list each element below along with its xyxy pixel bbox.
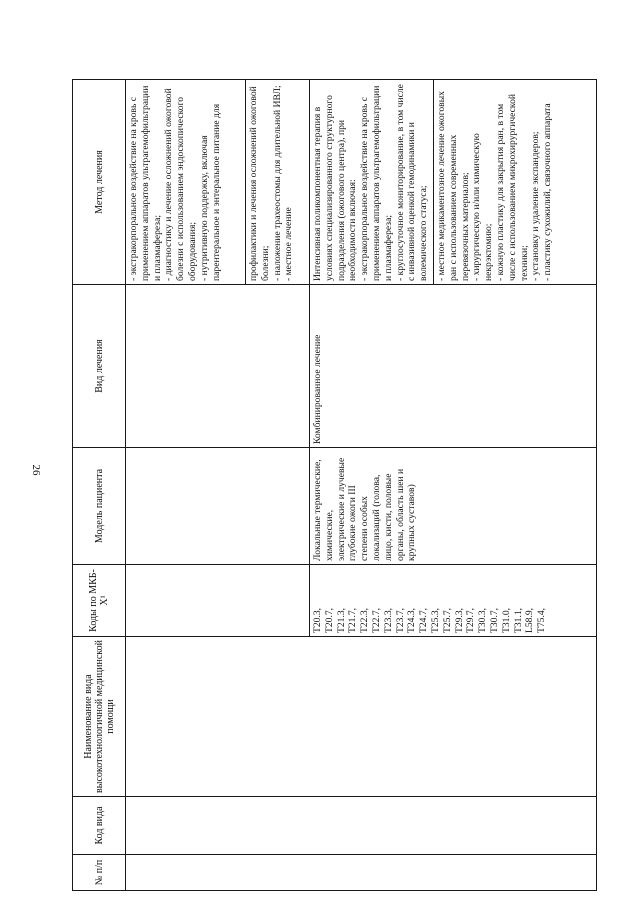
icd-code: T20.7, — [323, 607, 335, 633]
header-treatment-type: Вид лечения — [73, 285, 126, 448]
method-cell — [246, 80, 310, 285]
icd-code: T23.7, — [394, 607, 406, 633]
method-line: - местное лечение — [283, 207, 295, 281]
icd-code: T20.3, — [312, 607, 323, 633]
header-row — [73, 80, 126, 891]
icd-code: T24.7, — [418, 607, 430, 633]
icd-codes-cell — [126, 565, 310, 637]
method-line: профилактики и лечения осложнений ожоговой болезни; — [248, 86, 271, 281]
method-cell — [126, 80, 246, 285]
method-block — [310, 80, 434, 284]
icd-code: T25.7, — [441, 607, 453, 633]
method-line: - местное медикаментозное лечение ожоговых ран с использованием современных перевязочных материалов; — [435, 91, 471, 281]
method-line: - пластику сухожилий, связочного аппарата — [542, 103, 554, 281]
vmp-table — [72, 79, 597, 891]
treatment-type-cell — [310, 285, 597, 448]
icd-code: T21.3, — [335, 607, 347, 633]
patient-model-cell — [126, 448, 310, 565]
icd-codes-cell — [310, 565, 597, 637]
vmp-name-cell — [126, 637, 597, 797]
icd-code: T31.0, — [500, 607, 512, 633]
icd-code: T22.7, — [370, 607, 382, 633]
icd-code: T23.3, — [382, 607, 394, 633]
method-line: - хирургическую и/или химическую некрэктомию; — [471, 133, 495, 281]
header-vmp-name: Наименование вида высокотехнологичной медицинской помощи — [73, 637, 126, 797]
header-icd-codes: Коды по МКБ-X¹ — [73, 565, 126, 637]
method-line: - наложение трахеостомы для длительной ИВЛ; — [271, 85, 283, 281]
patient-model-text: Локальные термические, химические, электрические и лучевые глубокие ожоги III степени особых локализаций (голова, лицо, кисти, половые органы, область шеи и крупных суставов) — [312, 457, 418, 561]
treatment-type-cell — [126, 285, 310, 448]
method-line: - установку и удаление экспандеров; — [530, 131, 542, 281]
method-line: Интенсивная поликомпонентная терапия в условиях специализированного структурного подразделения (ожогового центра), при необходимости включая: — [312, 95, 359, 281]
icd-code: T29.7, — [465, 607, 477, 633]
header-patient-model: Модель пациента — [73, 448, 126, 565]
icd-code: T25.3, — [429, 607, 441, 633]
icd-code: T22.3, — [359, 607, 371, 633]
icd-code: T30.3, — [477, 607, 489, 633]
method-line: - экстракорпоральное воздействие на кровь с применением аппаратов ультрагемофильтрации и плазмафереза; — [359, 85, 394, 281]
type-code-cell — [126, 797, 597, 855]
page-number: 26 — [30, 464, 42, 476]
table-row — [126, 80, 246, 891]
header-type-code: Код вида — [73, 797, 126, 855]
rotated-table-wrapper — [72, 80, 597, 891]
treatment-type-text: Комбинированное лечение — [312, 334, 323, 444]
header-num: № п/п — [73, 855, 126, 891]
method-line: - экстракорпоральное воздействие на кровь с применением аппаратов ультрагемофильтрации и плазмафереза; — [128, 85, 163, 281]
method-cell — [310, 80, 597, 285]
icd-code: T31.1, — [512, 607, 524, 633]
header-treatment-method: Метод лечения — [73, 80, 126, 285]
icd-code: T75.4, — [536, 607, 548, 633]
method-line: - кожную пластику для закрытия ран, в том числе с использованием микрохирургической техники; — [494, 93, 530, 281]
patient-model-cell — [310, 448, 597, 565]
icd-code: T21.7, — [347, 607, 359, 633]
icd-code: L58.9, — [524, 607, 536, 633]
method-line: - диагностику и лечение осложнений ожоговой болезни с использованием эндоскопического оборудования; — [163, 88, 198, 281]
method-block — [434, 80, 557, 284]
icd-code: T24.3, — [406, 607, 418, 633]
method-line: - круглосуточное мониторирование, в том числе с инвазивной оценкой гемодинамики и волемического статуса; — [394, 84, 430, 281]
num-cell — [126, 855, 597, 891]
icd-code: T30.7, — [488, 607, 500, 633]
icd-code: T29.3, — [453, 607, 465, 633]
method-line: - нутритивную поддержку, включая парентеральное и энтеральное питание для — [198, 103, 222, 281]
